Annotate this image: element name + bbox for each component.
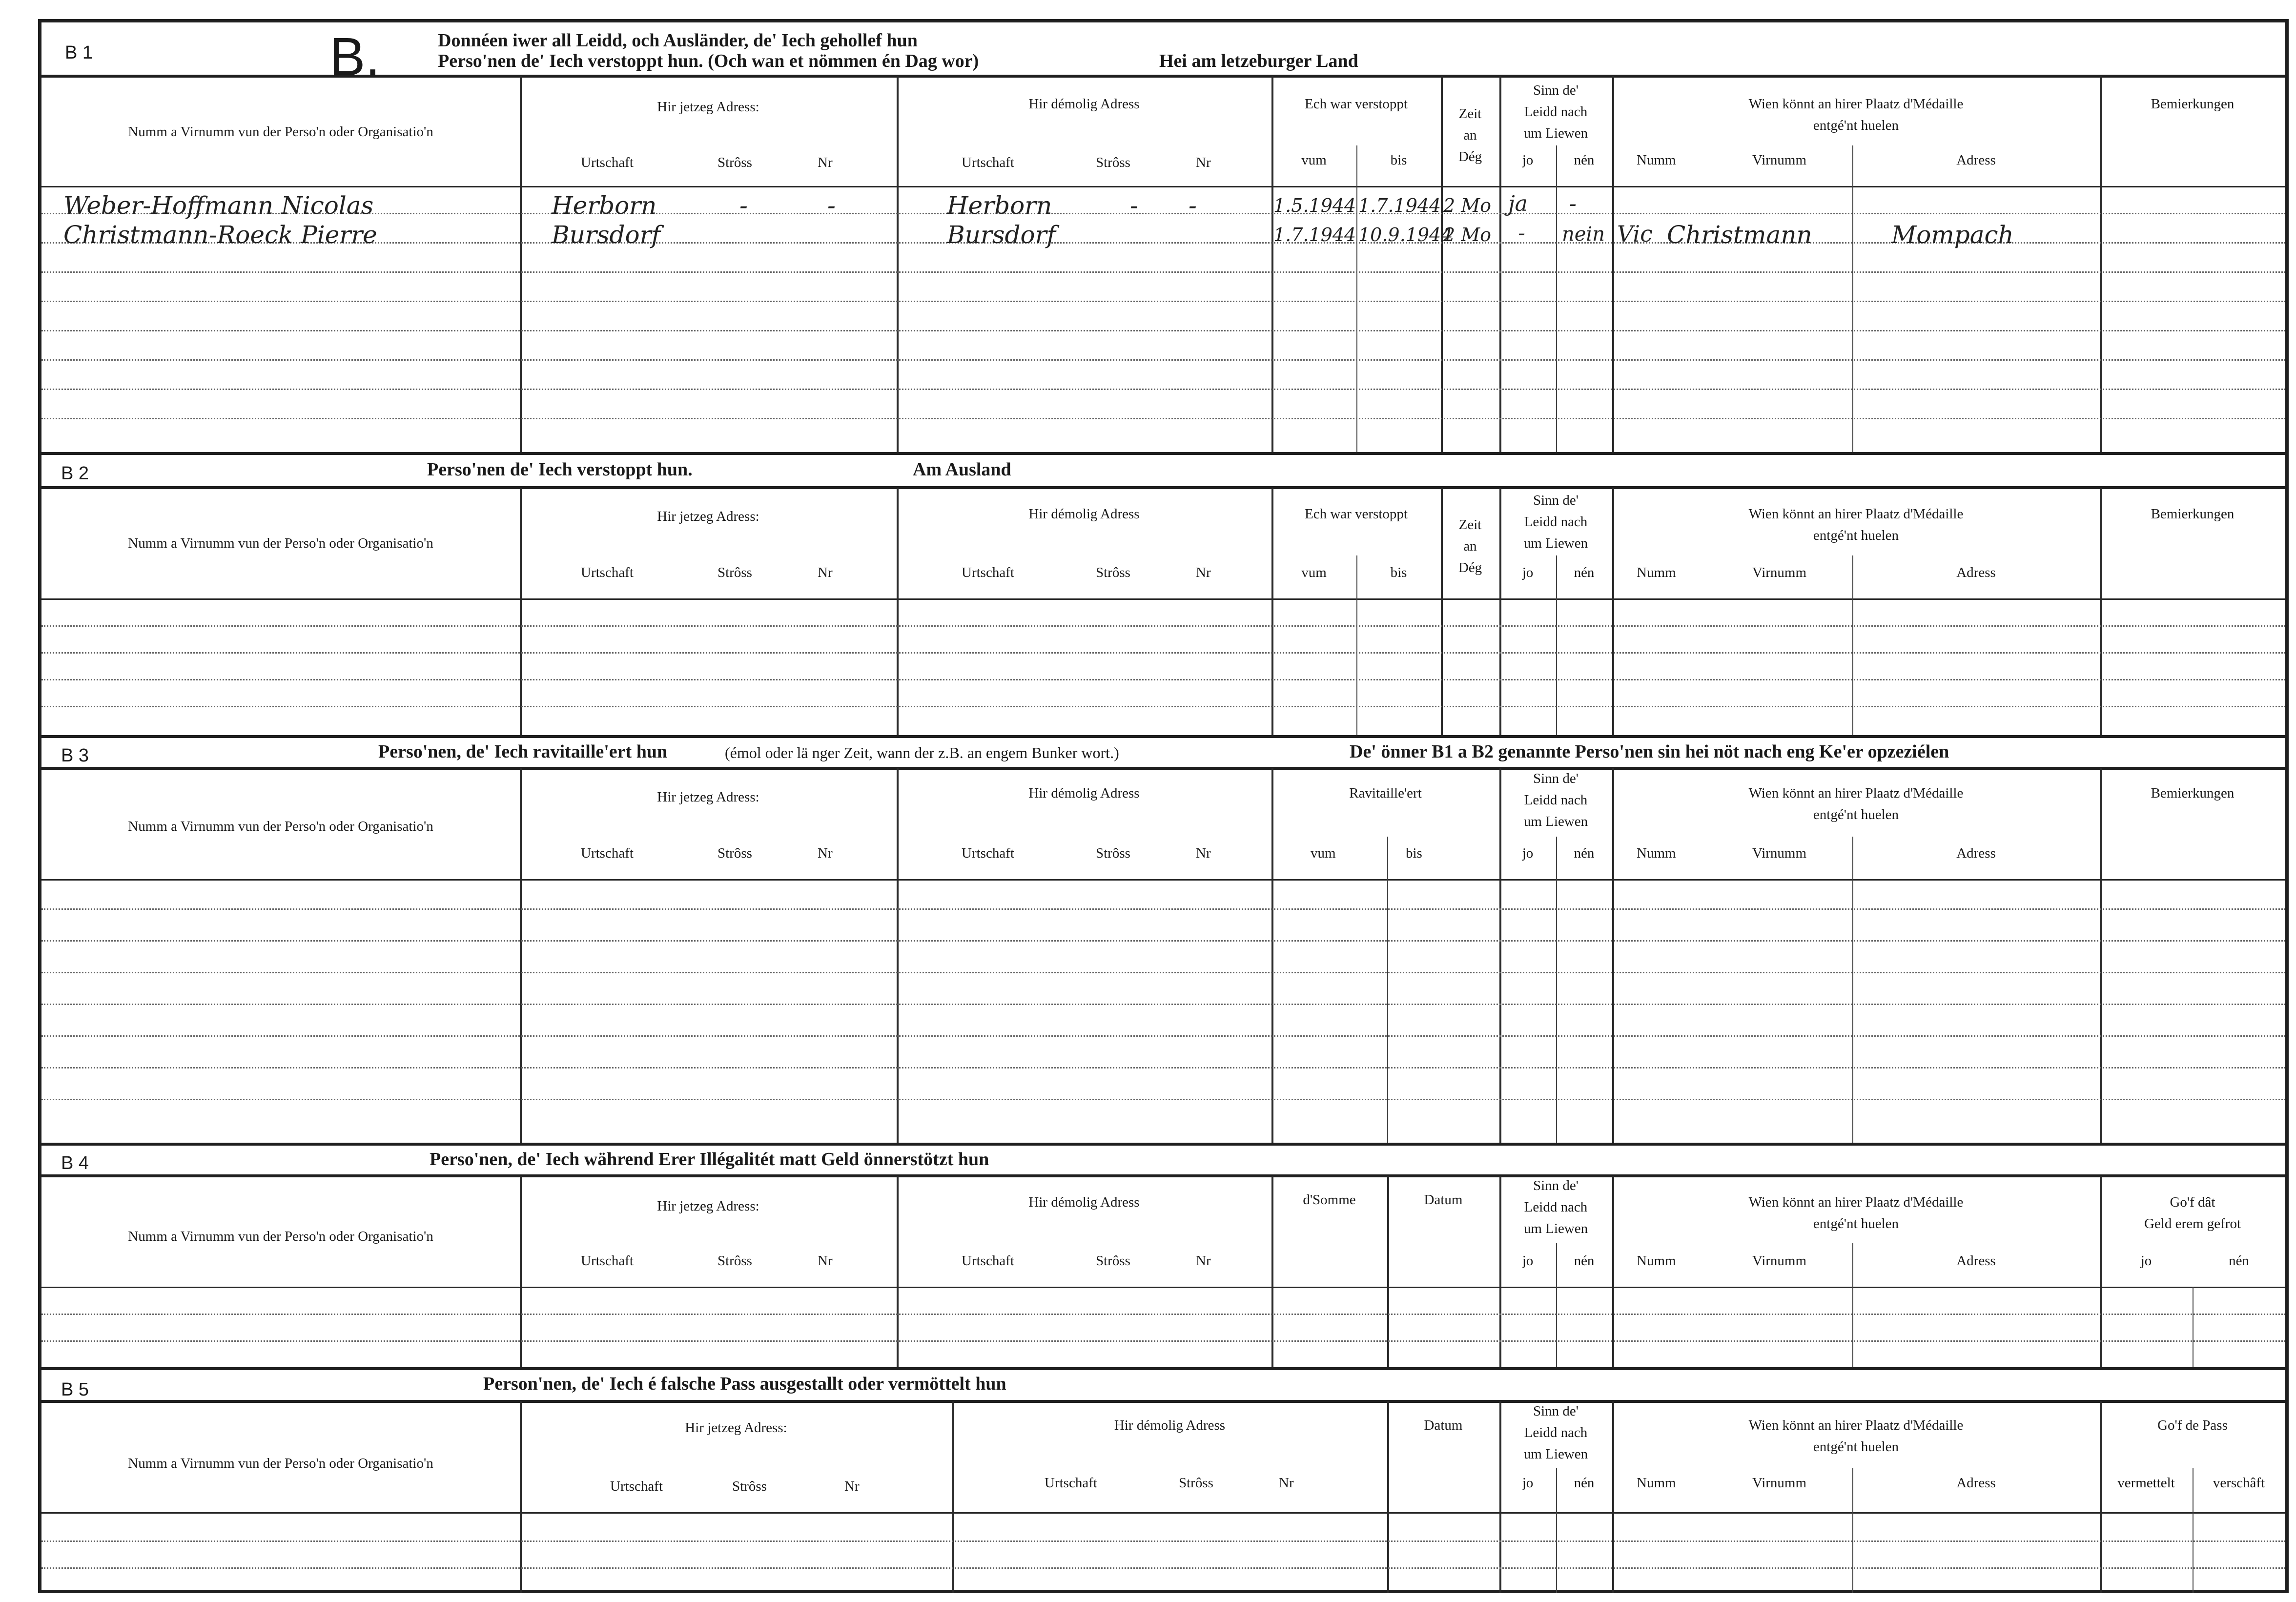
- col-header-locality: Urtschaft: [962, 845, 1014, 861]
- col-header-locality: Urtschaft: [1045, 1475, 1097, 1491]
- col-header-money-returned: Go'f dât: [2170, 1194, 2215, 1210]
- section-title-b2-abroad: Am Ausland: [913, 459, 1011, 480]
- b5-row-line: [41, 1567, 2285, 1569]
- col-header-medal-firstname: Virnumm: [1752, 565, 1807, 580]
- entry-current-locality: Herborn: [552, 191, 657, 220]
- col-header-locality: Urtschaft: [962, 1253, 1014, 1269]
- col-header-street: Strôss: [718, 565, 752, 580]
- b3-row-line: [41, 1067, 2285, 1068]
- col-header-no: nén: [1574, 152, 1595, 168]
- b1-row-line: [41, 213, 2285, 214]
- col-header-days: Dég: [1458, 560, 1482, 575]
- b1-col-divider: [1356, 145, 1357, 452]
- b2-col-divider: [1556, 555, 1557, 735]
- col-header-nr: Nr: [1196, 845, 1211, 861]
- entry-alive-yes: ja: [1508, 191, 1528, 216]
- col-header-locality: Urtschaft: [581, 1253, 634, 1269]
- col-header-days: Zeit: [1458, 517, 1482, 533]
- section-code-b5: B 5: [61, 1379, 89, 1400]
- col-header-alive: um Liewen: [1523, 1221, 1588, 1236]
- col-header-former-address: Hir démolig Adress: [1028, 96, 1140, 112]
- b1-col-divider: [1852, 145, 1853, 452]
- col-header-medal-name: Numm: [1637, 152, 1676, 168]
- section-title-b5: Person'nen, de' Iech é falsche Pass ausgestallt oder vermöttelt hun: [483, 1374, 1006, 1394]
- col-header-medal-name: Numm: [1637, 845, 1676, 861]
- b3-col-divider: [2100, 768, 2102, 1143]
- col-header-medal-firstname: Virnumm: [1752, 1253, 1807, 1269]
- section-title-b3: Perso'nen, de' Iech ravitaille'ert hun: [378, 741, 668, 762]
- entry-medal-name: Vic: [1617, 221, 1653, 247]
- col-header-days: Dég: [1458, 149, 1482, 164]
- col-header-name: Numm a Virnumm vun der Perso'n oder Organisatio'n: [128, 1456, 433, 1471]
- col-header-to: bis: [1406, 845, 1422, 861]
- b1-col-divider: [1556, 145, 1557, 452]
- col-header-yes: jo: [1522, 1253, 1534, 1269]
- col-header-yes: jo: [1522, 565, 1534, 580]
- col-header-days: an: [1463, 538, 1477, 554]
- col-header-medal-address: Adress: [1956, 1475, 1996, 1491]
- section-title-b3-instruction: De' önner B1 a B2 genannte Perso'nen sin hei nöt nach eng Ke'er opzeziélen: [1350, 741, 1949, 762]
- entry-current-nr: -: [827, 191, 836, 220]
- col-header-former-address: Hir démolig Adress: [1028, 785, 1140, 801]
- b3-row-line: [41, 1099, 2285, 1100]
- col-header-former-address: Hir démolig Adress: [1028, 1194, 1140, 1210]
- section-code-b1: B 1: [65, 42, 93, 63]
- b2-row-line: [41, 625, 2285, 627]
- col-header-locality: Urtschaft: [962, 565, 1014, 580]
- b3-row-line: [41, 908, 2285, 910]
- col-header-days: an: [1463, 127, 1477, 143]
- section-code-b3: B 3: [61, 745, 89, 766]
- col-header-current-address: Hir jetzeg Adress:: [657, 1198, 759, 1214]
- col-header-medal: entgé'nt huelen: [1813, 528, 1899, 543]
- col-header-street: Strôss: [1179, 1475, 1213, 1491]
- col-header-name: Numm a Virnumm vun der Perso'n oder Organisatio'n: [128, 535, 433, 551]
- col-header-passport: Go'f de Pass: [2157, 1417, 2228, 1433]
- col-header-date: Datum: [1424, 1417, 1463, 1433]
- col-header-name: Numm a Virnumm vun der Perso'n oder Organisatio'n: [128, 124, 433, 140]
- col-header-locality: Urtschaft: [610, 1479, 663, 1494]
- col-header-locality: Urtschaft: [962, 155, 1014, 170]
- col-header-remarks: Bemierkungen: [2151, 96, 2234, 112]
- col-header-name: Numm a Virnumm vun der Perso'n oder Organisatio'n: [128, 819, 433, 834]
- col-header-from: vum: [1301, 152, 1327, 168]
- col-header-yes: jo: [1522, 1475, 1534, 1491]
- form-intro-line2: Perso'nen de' Iech verstoppt hun. (Och wan et nömmen én Dag wor): [438, 51, 979, 71]
- b1-col-divider: [2100, 76, 2102, 452]
- col-header-alive: Leidd nach: [1524, 792, 1588, 808]
- questionnaire-form-b: [38, 19, 2289, 1593]
- col-header-medal-name: Numm: [1637, 1253, 1676, 1269]
- b3-row-line: [41, 1035, 2285, 1037]
- entry-former-locality: Herborn: [947, 191, 1052, 220]
- col-header-to: bis: [1390, 565, 1407, 580]
- col-header-days: Zeit: [1458, 106, 1482, 122]
- b1-col-divider: [897, 76, 899, 452]
- col-header-medal-address: Adress: [1956, 565, 1996, 580]
- b3-col-divider: [520, 768, 522, 1143]
- b3-bottom-rule: [41, 1143, 2285, 1146]
- col-header-medal-address: Adress: [1956, 152, 1996, 168]
- col-header-locality: Urtschaft: [581, 565, 634, 580]
- col-header-supplied: Ravitaille'ert: [1349, 785, 1422, 801]
- b2-col-divider: [1852, 555, 1853, 735]
- b1-row-line: [41, 271, 2285, 273]
- b2-row-line: [41, 706, 2285, 707]
- col-header-to: bis: [1390, 152, 1407, 168]
- col-header-alive: um Liewen: [1523, 125, 1588, 141]
- col-header-street: Strôss: [718, 845, 752, 861]
- col-header-medal-firstname: Virnumm: [1752, 1475, 1807, 1491]
- entry-alive-yes: -: [1518, 221, 1525, 246]
- col-header-alive: Leidd nach: [1524, 1425, 1588, 1440]
- col-header-alive: um Liewen: [1523, 1446, 1588, 1462]
- b2-top-rule: [41, 486, 2285, 489]
- b1-row-line: [41, 389, 2285, 390]
- col-header-nr: Nr: [1196, 155, 1211, 170]
- form-intro-line1: Donnéen iwer all Leidd, och Ausländer, de' Iech gehollef hun: [438, 30, 918, 51]
- col-header-current-address: Hir jetzeg Adress:: [657, 789, 759, 805]
- entry-medal-firstname: Christmann: [1667, 221, 1812, 249]
- entry-former-street: -: [1130, 191, 1138, 220]
- b1-row-line: [41, 330, 2285, 331]
- b1-col-divider: [520, 76, 522, 452]
- b4-row-line: [41, 1314, 2285, 1315]
- col-header-medal-address: Adress: [1956, 845, 1996, 861]
- b3-row-line: [41, 1004, 2285, 1005]
- col-header-former-address: Hir démolig Adress: [1114, 1417, 1226, 1433]
- col-header-from: vum: [1311, 845, 1336, 861]
- b2-bottom-rule: [41, 735, 2285, 738]
- b3-col-divider: [1387, 837, 1388, 1143]
- b4-row-line: [41, 1340, 2285, 1342]
- col-header-hidden: Ech war verstoppt: [1305, 506, 1408, 522]
- col-header-nr: Nr: [1196, 1253, 1211, 1269]
- b3-col-divider: [897, 768, 899, 1143]
- col-header-yes: jo: [1522, 152, 1534, 168]
- col-header-medal-name: Numm: [1637, 565, 1676, 580]
- entry-from: 1.5.1944: [1273, 195, 1356, 216]
- col-header-money-returned: Geld erem gefrot: [2144, 1216, 2241, 1232]
- col-header-yes: jo: [2140, 1253, 2152, 1269]
- b1-col-divider: [1271, 76, 1273, 452]
- entry-days: 2 Mo: [1443, 195, 1492, 216]
- col-header-nr: Nr: [1196, 565, 1211, 580]
- section-title-b4: Perso'nen, de' Iech während Erer Illégalitét matt Geld önnerstötzt hun: [430, 1149, 989, 1170]
- b3-col-divider: [1612, 768, 1614, 1143]
- b3-col-divider: [1271, 768, 1273, 1143]
- entry-days: 2 Mo: [1443, 224, 1492, 246]
- col-header-arranged: vermettelt: [2117, 1475, 2175, 1491]
- col-header-nr: Nr: [1279, 1475, 1294, 1491]
- col-header-medal: entgé'nt huelen: [1813, 807, 1899, 822]
- col-header-alive: Sinn de': [1533, 82, 1579, 98]
- col-header-nr: Nr: [818, 1253, 833, 1269]
- entry-name: Weber-Hoffmann Nicolas: [63, 191, 374, 220]
- col-header-street: Strôss: [718, 155, 752, 170]
- b2-col-divider: [1356, 555, 1357, 735]
- b5-header-rule: [41, 1512, 2285, 1514]
- col-header-nr: Nr: [844, 1479, 860, 1494]
- col-header-street: Strôss: [1096, 155, 1130, 170]
- entry-former-nr: -: [1189, 191, 1197, 220]
- col-header-medal: Wien könnt an hirer Plaatz d'Médaille: [1748, 785, 1964, 801]
- b1-top-rule: [41, 75, 2285, 78]
- col-header-alive: um Liewen: [1523, 535, 1588, 551]
- b2-header-rule: [41, 598, 2285, 600]
- col-header-nr: Nr: [818, 565, 833, 580]
- entry-from: 1.7.1944: [1273, 224, 1356, 246]
- b3-col-divider: [1852, 837, 1853, 1143]
- b2-col-divider: [2100, 488, 2102, 735]
- col-header-medal-firstname: Virnumm: [1752, 152, 1807, 168]
- col-header-current-address: Hir jetzeg Adress:: [657, 99, 759, 115]
- col-header-name: Numm a Virnumm vun der Perso'n oder Organisatio'n: [128, 1229, 433, 1244]
- b3-col-divider: [1556, 837, 1557, 1143]
- entry-current-street: -: [739, 191, 748, 220]
- col-header-street: Strôss: [718, 1253, 752, 1269]
- b1-row-line: [41, 418, 2285, 419]
- col-header-alive: Sinn de': [1533, 1403, 1579, 1419]
- entry-to: 1.7.1944: [1358, 195, 1441, 216]
- entry-name: Christmann-Roeck Pierre: [63, 221, 377, 249]
- col-header-medal-name: Numm: [1637, 1475, 1676, 1491]
- col-header-nr: Nr: [818, 155, 833, 170]
- entry-to: 10.9.1944: [1358, 224, 1453, 246]
- b1-row-line: [41, 359, 2285, 361]
- col-header-provided: verschâft: [2213, 1475, 2265, 1491]
- form-letter: B.: [329, 27, 380, 87]
- col-header-nr: Nr: [818, 845, 833, 861]
- b4-bottom-rule: [41, 1367, 2285, 1370]
- b3-top-rule: [41, 767, 2285, 770]
- b4-top-rule: [41, 1174, 2285, 1177]
- col-header-alive: Leidd nach: [1524, 514, 1588, 530]
- b4-header-rule: [41, 1287, 2285, 1288]
- col-header-from: vum: [1301, 565, 1327, 580]
- entry-medal-address: Mompach: [1891, 221, 2014, 249]
- b2-row-line: [41, 652, 2285, 654]
- entry-alive-no: nein: [1562, 223, 1605, 246]
- col-header-alive: um Liewen: [1523, 814, 1588, 829]
- section-title-b2: Perso'nen de' Iech verstoppt hun.: [427, 459, 693, 480]
- col-header-current-address: Hir jetzeg Adress:: [685, 1420, 787, 1436]
- col-header-alive: Sinn de': [1533, 1178, 1579, 1193]
- col-header-no: nén: [1574, 565, 1595, 580]
- col-header-no: nén: [1574, 845, 1595, 861]
- b4-col-divider: [2193, 1287, 2194, 1367]
- col-header-no: nén: [2229, 1253, 2249, 1269]
- b3-row-line: [41, 972, 2285, 973]
- col-header-alive: Leidd nach: [1524, 1199, 1588, 1215]
- b1-row-line: [41, 301, 2285, 302]
- section-code-b2: B 2: [61, 463, 89, 484]
- col-header-hidden: Ech war verstoppt: [1305, 96, 1408, 112]
- col-header-medal-firstname: Virnumm: [1752, 845, 1807, 861]
- col-header-medal: entgé'nt huelen: [1813, 1439, 1899, 1455]
- col-header-remarks: Bemierkungen: [2151, 785, 2234, 801]
- col-header-medal: Wien könnt an hirer Plaatz d'Médaille: [1748, 96, 1964, 112]
- form-intro-line2b: Hei am letzeburger Land: [1159, 51, 1358, 71]
- b5-top-rule: [41, 1400, 2285, 1403]
- col-header-yes: jo: [1522, 845, 1534, 861]
- b2-col-divider: [1271, 488, 1273, 735]
- col-header-no: nén: [1574, 1475, 1595, 1491]
- b2-col-divider: [1612, 488, 1614, 735]
- col-header-remarks: Bemierkungen: [2151, 506, 2234, 522]
- b1-bottom-rule: [41, 452, 2285, 455]
- col-header-medal: entgé'nt huelen: [1813, 118, 1899, 133]
- col-header-date: Datum: [1424, 1192, 1463, 1208]
- b2-row-line: [41, 679, 2285, 680]
- col-header-current-address: Hir jetzeg Adress:: [657, 509, 759, 524]
- col-header-medal: Wien könnt an hirer Plaatz d'Médaille: [1748, 506, 1964, 522]
- col-header-former-address: Hir démolig Adress: [1028, 506, 1140, 522]
- b5-row-line: [41, 1540, 2285, 1542]
- col-header-alive: Sinn de': [1533, 771, 1579, 786]
- section-code-b4: B 4: [61, 1153, 89, 1173]
- b1-header-rule: [41, 186, 2285, 187]
- col-header-medal: entgé'nt huelen: [1813, 1216, 1899, 1232]
- entry-alive-no: -: [1569, 191, 1577, 216]
- col-header-locality: Urtschaft: [581, 845, 634, 861]
- col-header-sum: d'Somme: [1303, 1192, 1356, 1208]
- col-header-alive: Leidd nach: [1524, 104, 1588, 120]
- col-header-street: Strôss: [732, 1479, 767, 1494]
- col-header-locality: Urtschaft: [581, 155, 634, 170]
- b3-row-line: [41, 940, 2285, 942]
- col-header-street: Strôss: [1096, 1253, 1130, 1269]
- section-title-b3-note: (émol oder lä nger Zeit, wann der z.B. an engem Bunker wort.): [725, 744, 1119, 761]
- col-header-street: Strôss: [1096, 845, 1130, 861]
- entry-current-locality: Bursdorf: [552, 221, 661, 249]
- entry-former-locality: Bursdorf: [947, 221, 1056, 249]
- col-header-medal: Wien könnt an hirer Plaatz d'Médaille: [1748, 1194, 1964, 1210]
- b3-header-rule: [41, 879, 2285, 881]
- col-header-medal: Wien könnt an hirer Plaatz d'Médaille: [1748, 1417, 1964, 1433]
- col-header-alive: Sinn de': [1533, 493, 1579, 508]
- col-header-medal-address: Adress: [1956, 1253, 1996, 1269]
- col-header-street: Strôss: [1096, 565, 1130, 580]
- col-header-no: nén: [1574, 1253, 1595, 1269]
- b2-col-divider: [897, 488, 899, 735]
